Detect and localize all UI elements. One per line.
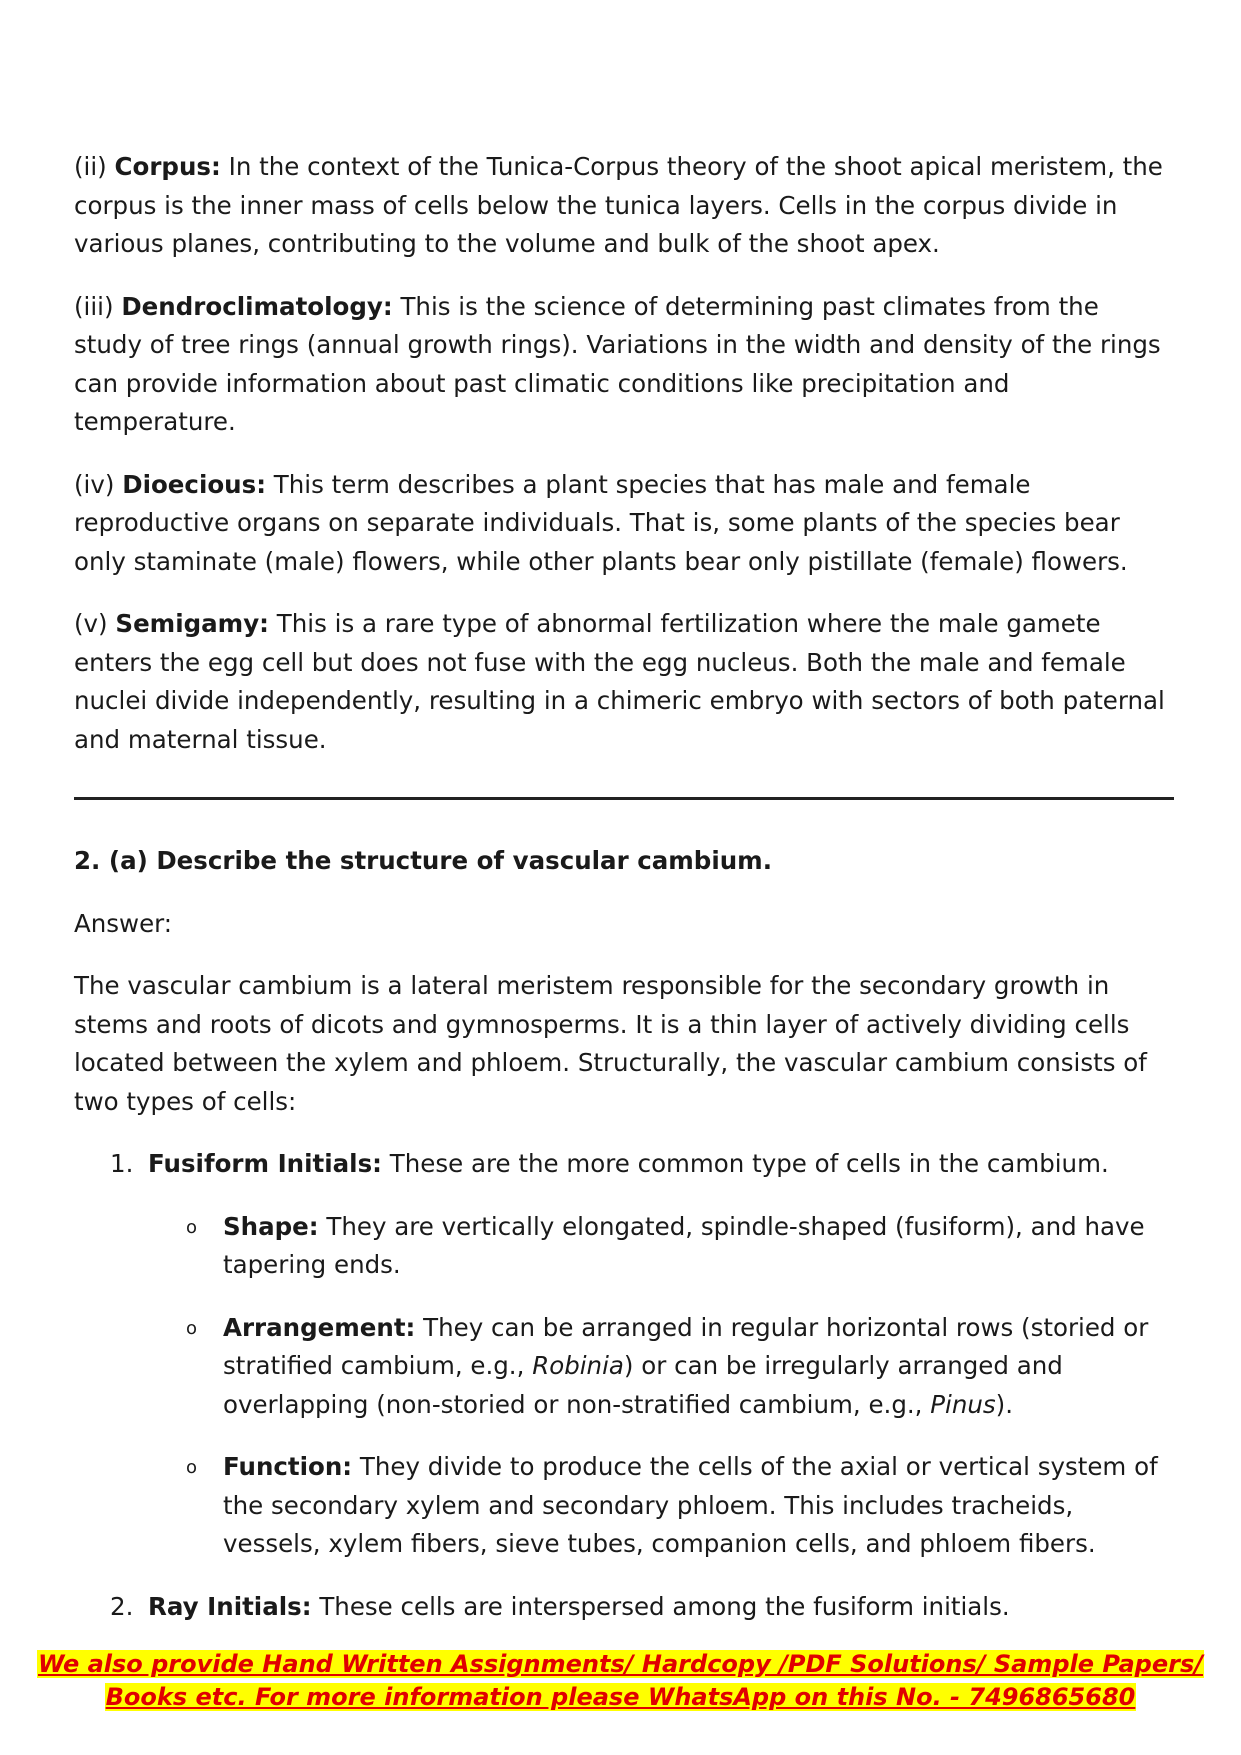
answer-intro: The vascular cambium is a lateral meristem responsible for the secondary growth in stems and roots of dicots and gymnosperms. It is a thin layer of actively dividing cells located between the xylem and phloem. Structurally, the vascular cambium consists of two types of cells: bbox=[74, 971, 1147, 1116]
list-number: 2. bbox=[110, 1591, 134, 1621]
list-number: 1. bbox=[110, 1149, 134, 1178]
document-body bbox=[74, 148, 1174, 1650]
definition-semigamy: (v) Semigamy: This is a rare type of abnormal fertilization where the male gamete enters the egg cell but does not fuse with the egg nucleus. Both the male and female nuclei divide independently, resulting in a chimeric embryo with sectors of both paternal and maternal tissue. bbox=[74, 609, 1165, 754]
sub-item-function: o Function: They divide to produce the cells of the axial or vertical system of the secondary xylem and secondary phloem. This includes tracheids, vessels, xylem fibers, sieve tubes, companion cells, and phloem fibers. bbox=[74, 1448, 1174, 1564]
term-dioecious: Dioecious: bbox=[122, 469, 266, 499]
answer-label: Answer: bbox=[74, 908, 173, 938]
horizontal-divider bbox=[74, 797, 1174, 800]
definition-dioecious: (iv) Dioecious: This term describes a plant species that has male and female reproductive organs on separate individuals. That is, some plants of the species bear only staminate (male) flowers, while other plants bear only pistillate (female) flowers. bbox=[74, 469, 1128, 576]
bullet-icon: o bbox=[186, 1457, 198, 1478]
genus-pinus: Pinus bbox=[930, 1389, 996, 1419]
promo-line-2: Books etc. For more information please WhatsApp on this No. - 7496865680 bbox=[105, 1683, 1136, 1711]
definition-dendroclimatology: (iii) Dendroclimatology: This is the science of determining past climates from the study of tree rings (annual growth rings). Variations in the width and density of the rings can provide information about past climatic conditions like precipitation and temperature. bbox=[74, 291, 1161, 436]
bullet-icon: o bbox=[186, 1216, 198, 1238]
sub-item-shape: o Shape: They are vertically elongated, spindle-shaped (fusiform), and have tapering ends. bbox=[74, 1208, 1174, 1285]
term-dendroclimatology: Dendroclimatology: bbox=[121, 291, 393, 321]
list-item-ray-initials: 2. Ray Initials: These cells are interspersed among the fusiform initials. bbox=[74, 1588, 1174, 1627]
question-heading: 2. (a) Describe the structure of vascular cambium. bbox=[74, 846, 772, 875]
definition-corpus: (ii) Corpus: In the context of the Tunica-Corpus theory of the shoot apical meristem, the corpus is the inner mass of cells below the tunica layers. Cells in the corpus divide in various planes, contributing to the volume and bulk of the shoot apex. bbox=[74, 152, 1163, 258]
list-item-fusiform-initials: 1. Fusiform Initials: These are the more common type of cells in the cambium. bbox=[74, 1145, 1174, 1184]
sub-item-arrangement: o Arrangement: They can be arranged in regular horizontal rows (storied or stratified cambium, e.g., Robinia) or can be irregularly arranged and overlapping (non-storied or non-stratified cambium, e.g., Pinus). bbox=[74, 1309, 1174, 1425]
bullet-icon: o bbox=[186, 1317, 198, 1339]
promo-footer bbox=[0, 1648, 1241, 1714]
term-semigamy: Semigamy: bbox=[115, 609, 269, 638]
term-corpus: Corpus: bbox=[114, 152, 221, 181]
genus-robinia: Robinia bbox=[532, 1351, 624, 1380]
promo-line-1: We also provide Hand Written Assignments/ Hardcopy /PDF Solutions/ Sample Papers/ bbox=[38, 1650, 1203, 1678]
